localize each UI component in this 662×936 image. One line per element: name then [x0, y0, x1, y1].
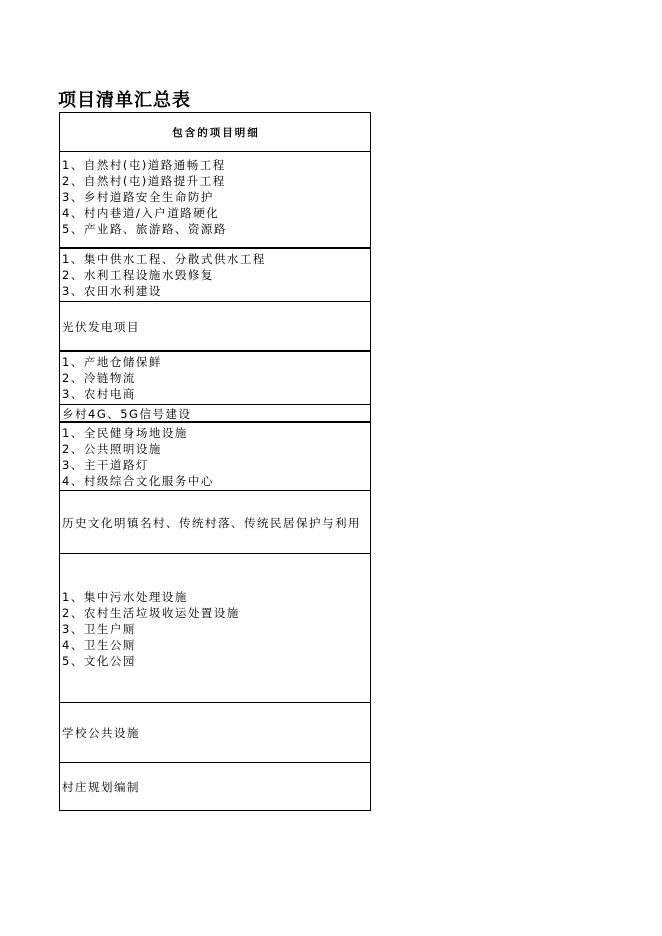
table-cell-line: 光伏发电项目 [62, 319, 140, 334]
table-header-cell [60, 112, 370, 152]
table-cell-line: 4、卫生公厕 [62, 637, 136, 652]
table-cell-line: 3、农村电商 [62, 387, 136, 401]
table-cell-line: 4、村级综合文化服务中心 [62, 474, 214, 488]
table-row-sanitation [60, 553, 370, 703]
table-cell-line: 5、文化公园 [62, 653, 136, 668]
table-cell-line: 学校公共设施 [62, 726, 140, 740]
table-row-solar [60, 301, 370, 351]
table-cell-line: 4、村内巷道/入户道路硬化 [62, 206, 220, 220]
table-cell-line: 1、全民健身场地设施 [62, 426, 188, 440]
table-row-water [60, 247, 370, 301]
table-cell-line: 2、农村生活垃圾收运处置设施 [62, 605, 240, 620]
table-cell-line: 1、产地仓储保鲜 [62, 355, 162, 369]
table-row-logistics [60, 350, 370, 404]
table-cell-line: 2、公共照明设施 [62, 442, 162, 456]
table-row-public [60, 421, 370, 491]
table-row-roads [60, 151, 370, 242]
table-cell-line: 2、自然村(屯)道路提升工程 [62, 174, 226, 188]
header-label: 包含的项目明细 [172, 126, 260, 139]
project-table [59, 112, 371, 811]
table-cell-line: 1、自然村(屯)道路通畅工程 [62, 158, 226, 172]
table-row-planning [60, 762, 370, 810]
table-cell-line: 2、冷链物流 [62, 371, 136, 385]
table-cell-line: 历史文化明镇名村、传统村落、传统民居保护与利用 [62, 515, 361, 530]
table-row-heritage [60, 490, 370, 554]
table-cell-line: 5、产业路、旅游路、资源路 [62, 222, 227, 236]
table-cell-line: 乡村4G、5G信号建设 [62, 406, 192, 421]
table-cell-line: 3、卫生户厕 [62, 621, 136, 636]
title-text: 项目清单汇总表 [58, 90, 191, 111]
table-cell-line: 1、集中污水处理设施 [62, 589, 188, 604]
table-cell-line: 1、集中供水工程、分散式供水工程 [62, 252, 266, 266]
table-cell-line: 3、主干道路灯 [62, 458, 149, 472]
table-cell-line: 3、乡村道路安全生命防护 [62, 190, 214, 204]
page-title [58, 86, 191, 112]
table-row-school [60, 702, 370, 763]
table-cell-line: 2、水利工程设施水毁修复 [62, 268, 214, 282]
table-cell-line: 3、农田水利建设 [62, 284, 162, 298]
table-cell-line: 村庄规划编制 [62, 779, 140, 794]
table-row-signal [60, 404, 370, 422]
